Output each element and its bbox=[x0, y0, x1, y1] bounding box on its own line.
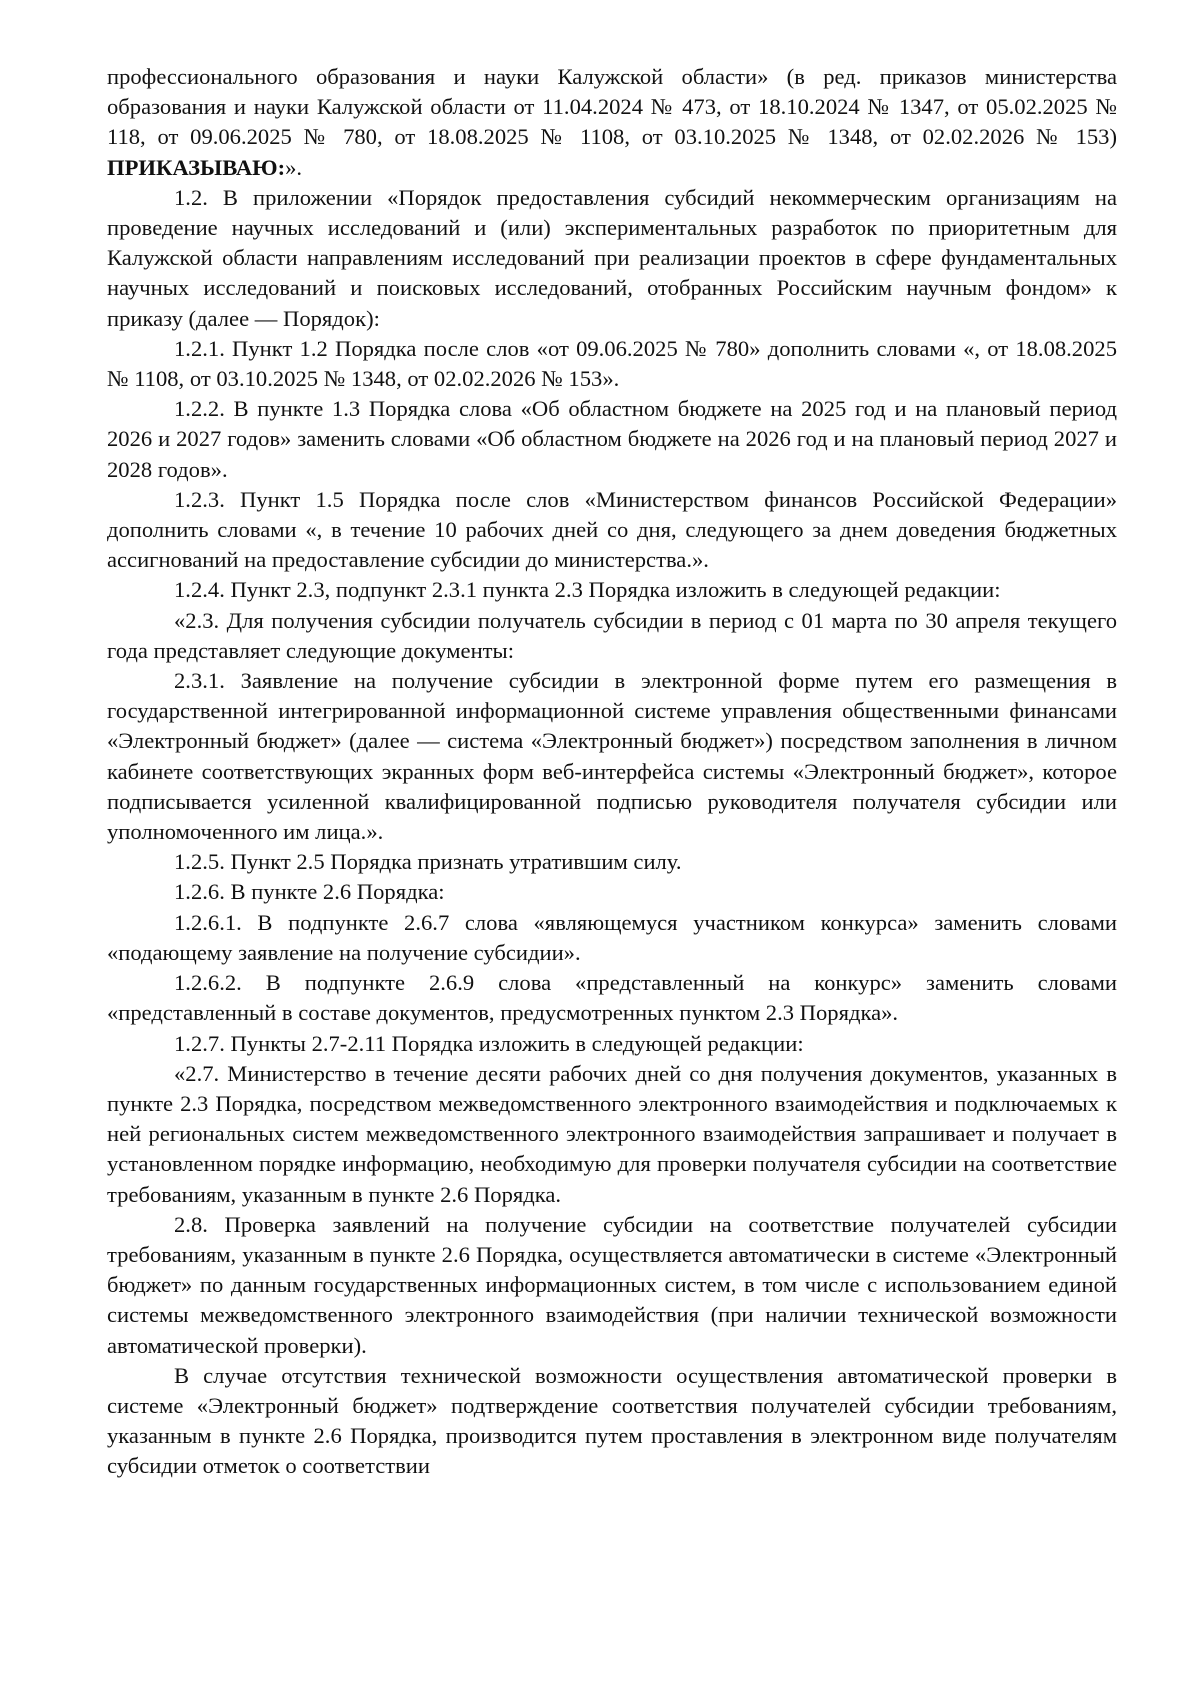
paragraph-1-2-6-1: 1.2.6.1. В подпункте 2.6.7 слова «являющемуся участником конкурса» заменить словами «подающему заявление на получение субсидии». bbox=[107, 909, 1117, 965]
paragraph-2-8: 2.8. Проверка заявлений на получение субсидии на соответствие получателей субсидии требованиям, указанным в пункте 2.6 Порядка, осуществляется автоматически в системе «Электронный бюджет» по данным государственных информационных систем, в том числе с использованием единой системы межведомственного электронного взаимодействия (при наличии технической возможности автоматической проверки). bbox=[107, 1211, 1117, 1358]
paragraph-text: профессионального образования и науки Калужской области» (в ред. приказов министерства образования и науки Калужской области от 11.04.2024 № 473, от 18.10.2024 № 1347, от 05.02.2025 № 118, от 09.06.2025 № 780, от 18.08.2025 № 1108, от 03.10.2025 № 1348, от 02.02.2026 № 153) bbox=[107, 64, 1117, 150]
paragraph-2-3-1: 2.3.1. Заявление на получение субсидии в электронной форме путем его размещения в государственной интегрированной информационной системе управления общественными финансами «Электронный бюджет» (далее — система «Электронный бюджет») посредством заполнения в личном кабинете соответствующих экранных форм веб-интерфейса системы «Электронный бюджет», которое подписывается усиленной квалифицированной подписью руководителя получателя субсидии или уполномоченного им лица.». bbox=[107, 668, 1117, 845]
paragraph-2-8-continuation: В случае отсутствия технической возможности осуществления автоматической проверки в системе «Электронный бюджет» подтверждение соответствия получателей субсидии требованиям, указанным в пункте 2.6 Порядка, производится путем проставления в электронном виде получателям субсидии отметок о соответствии bbox=[107, 1362, 1117, 1479]
paragraph-1-2-7: 1.2.7. Пункты 2.7-2.11 Порядка изложить в следующей редакции: bbox=[174, 1030, 804, 1056]
paragraph-tail: ». bbox=[285, 154, 303, 180]
paragraph-1-2-6-2: 1.2.6.2. В подпункте 2.6.9 слова «представленный на конкурс» заменить словами «представленный в составе документов, предусмотренных пунктом 2.3 Порядка». bbox=[107, 970, 1117, 1026]
paragraph-1-2: 1.2. В приложении «Порядок предоставления субсидий некоммерческим организациям на проведение научных исследований и (или) экспериментальных разработок по приоритетным для Калужской области направлениям исследований при реализации проектов в сфере фундаментальных научных исследований и поисковых исследований, отобранных Российским научным фондом» к приказу (далее — Порядок): bbox=[107, 184, 1117, 331]
document-body bbox=[107, 62, 1117, 1482]
paragraph-2-3: «2.3. Для получения субсидии получатель субсидии в период с 01 марта по 30 апреля текущего года представляет следующие документы: bbox=[107, 607, 1117, 663]
paragraph-intro-continuation bbox=[107, 62, 1117, 183]
order-keyword: ПРИКАЗЫВАЮ: bbox=[107, 154, 286, 180]
paragraph-1-2-1: 1.2.1. Пункт 1.2 Порядка после слов «от 09.06.2025 № 780» дополнить словами «, от 18.08.2025 № 1108, от 03.10.2025 № 1348, от 02.02.2026 № 153». bbox=[107, 335, 1117, 392]
paragraph-1-2-4: 1.2.4. Пункт 2.3, подпункт 2.3.1 пункта 2.3 Порядка изложить в следующей редакции: bbox=[174, 577, 1001, 603]
paragraph-1-2-3: 1.2.3. Пункт 1.5 Порядка после слов «Министерством финансов Российской Федерации» дополнить словами «, в течение 10 рабочих дней со дня, следующего за днем доведения бюджетных ассигнований на предоставление субсидии до министерства.». bbox=[107, 486, 1117, 573]
paragraph-1-2-5: 1.2.5. Пункт 2.5 Порядка признать утратившим силу. bbox=[174, 849, 682, 875]
paragraph-1-2-6: 1.2.6. В пункте 2.6 Порядка: bbox=[174, 879, 445, 905]
paragraph-2-7: «2.7. Министерство в течение десяти рабочих дней со дня получения документов, указанных в пункте 2.3 Порядка, посредством межведомственного электронного взаимодействия и подключаемых к ней региональных систем межведомственного электронного взаимодействия запрашивает и получает в установленном порядке информацию, необходимую для проверки получателя субсидии на соответствие требованиям, указанным в пункте 2.6 Порядка. bbox=[107, 1060, 1117, 1207]
paragraph-1-2-2: 1.2.2. В пункте 1.3 Порядка слова «Об областном бюджете на 2025 год и на плановый период 2026 и 2027 годов» заменить словами «Об областном бюджете на 2026 год и на плановый период 2027 и 2028 годов». bbox=[107, 396, 1117, 482]
